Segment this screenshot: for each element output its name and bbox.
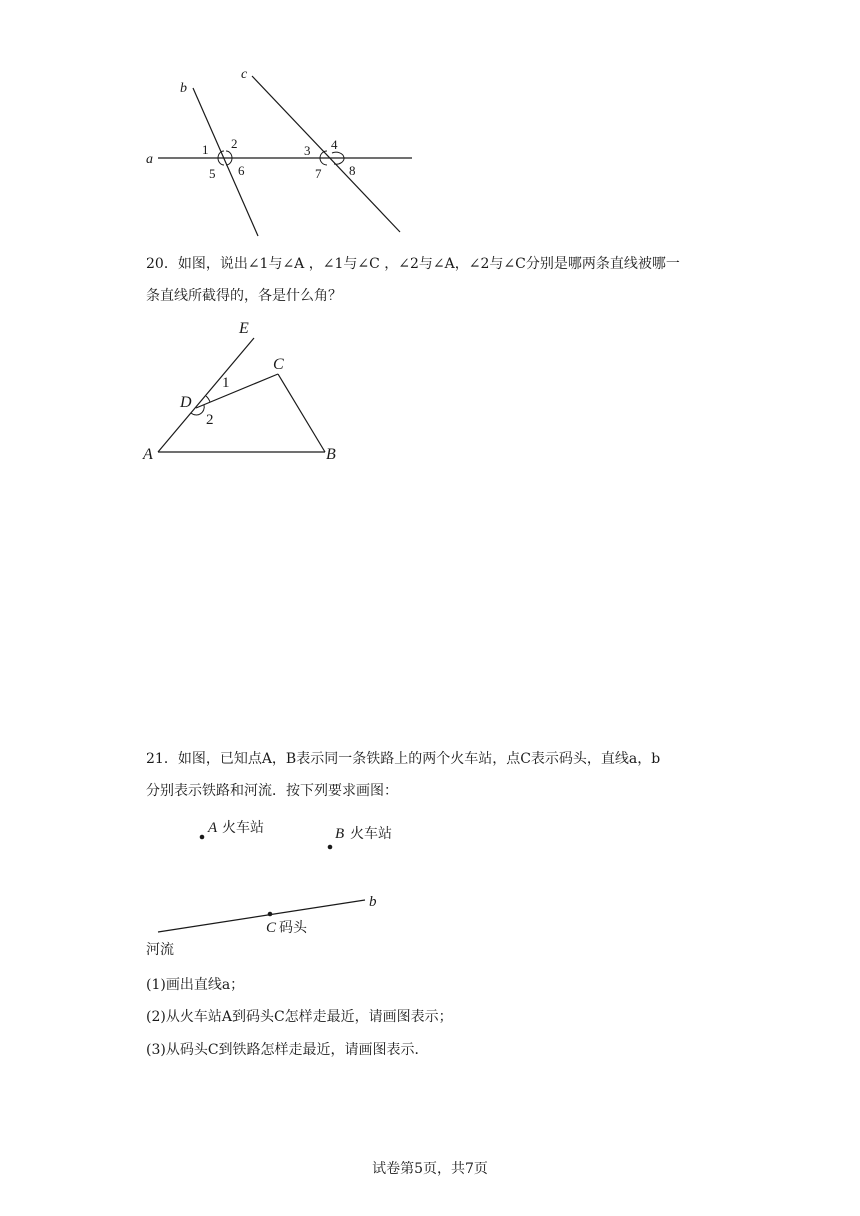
point-a bbox=[200, 835, 205, 840]
station-b-letter: B bbox=[335, 826, 345, 842]
page-footer: 试卷第5页，共7页 bbox=[372, 1161, 488, 1177]
angle-label-5: 5 bbox=[209, 166, 216, 181]
segment-dc bbox=[196, 374, 278, 408]
angle-label-8: 8 bbox=[349, 163, 356, 178]
figure-triangle-abc bbox=[0, 310, 860, 480]
line-label-b: b bbox=[180, 81, 187, 96]
angle-label-4: 4 bbox=[331, 137, 338, 152]
station-a-letter: A bbox=[208, 820, 218, 836]
question-21-item-1: (1)画出直线a； bbox=[146, 977, 245, 993]
question-21-item-2: (2)从火车站A到码头C怎样走最近，请画图表示； bbox=[146, 1009, 453, 1025]
line-label-b: b bbox=[369, 894, 377, 910]
point-label-e: E bbox=[239, 320, 249, 337]
point-label-d: D bbox=[180, 394, 192, 411]
line-b bbox=[193, 88, 258, 236]
line-label-a: a bbox=[146, 152, 153, 167]
station-a-text: 火车站 bbox=[222, 821, 264, 836]
point-label-a: A bbox=[143, 446, 153, 463]
angle-label-2: 2 bbox=[231, 136, 238, 151]
line-c bbox=[252, 76, 400, 232]
angle-label-2: 2 bbox=[206, 412, 214, 428]
wharf-c-text: 码头 bbox=[279, 921, 307, 936]
question-21-line-1: 21．如图，已知点A，B表示同一条铁路上的两个火车站，点C表示码头，直线a，b bbox=[146, 751, 661, 767]
point-c bbox=[268, 912, 273, 917]
river-label: 河流 bbox=[146, 943, 174, 958]
line-label-c: c bbox=[241, 67, 248, 82]
figure-parallel-transversals bbox=[0, 0, 860, 250]
question-20-line-2: 条直线所截得的，各是什么角？ bbox=[146, 288, 342, 304]
point-label-b: B bbox=[326, 446, 336, 463]
question-21-line-2: 分别表示铁路和河流．按下列要求画图： bbox=[146, 783, 398, 799]
point-b bbox=[328, 845, 333, 850]
wharf-c-letter: C bbox=[266, 920, 277, 936]
angle-label-3: 3 bbox=[304, 143, 311, 158]
station-b-text: 火车站 bbox=[350, 827, 392, 842]
point-label-c: C bbox=[273, 356, 284, 373]
angle-arc-1 bbox=[206, 396, 210, 402]
angle-label-1: 1 bbox=[202, 142, 209, 157]
question-21-item-3: (3)从码头C到铁路怎样走最近，请画图表示． bbox=[146, 1042, 429, 1058]
angle-label-1: 1 bbox=[222, 375, 230, 391]
angle-label-6: 6 bbox=[238, 163, 245, 178]
line-b-river bbox=[158, 900, 365, 932]
segment-cb bbox=[278, 374, 325, 452]
segment-ae bbox=[158, 338, 254, 452]
angle-label-7: 7 bbox=[315, 166, 322, 181]
question-20-line-1: 20．如图，说出∠1与∠A ，∠1与∠C ，∠2与∠A，∠2与∠C分别是哪两条直线被哪一 bbox=[146, 256, 680, 272]
figure-railway-river bbox=[0, 810, 860, 960]
